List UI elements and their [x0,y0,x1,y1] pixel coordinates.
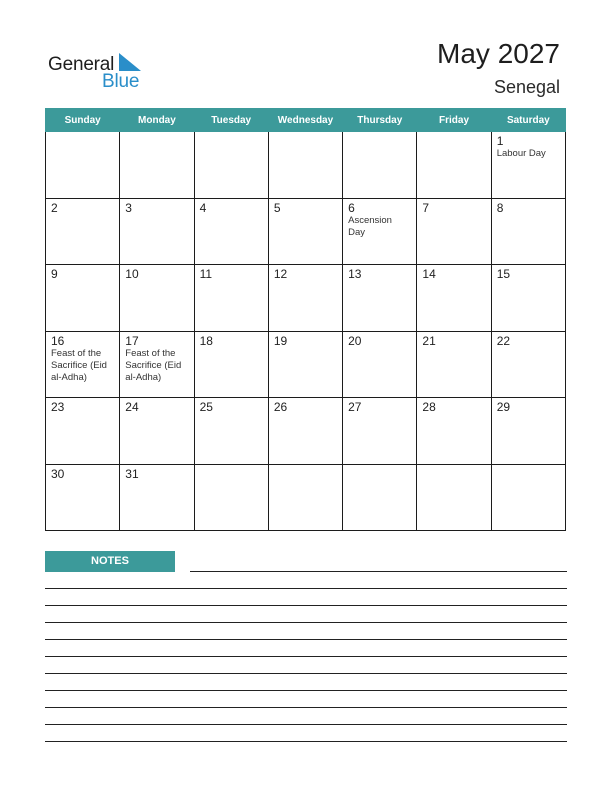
calendar-week-row [46,331,566,398]
day-cell [194,331,268,398]
calendar-week-row [46,132,566,199]
day-cell [46,265,120,332]
day-cell [120,198,194,265]
weekday-header: Friday [417,109,491,132]
day-number: 31 [125,466,139,481]
brand-name-blue: Blue [102,71,140,92]
day-cell [268,398,342,465]
day-cell [417,464,491,531]
day-number: 11 [199,267,213,281]
calendar-week-row [46,198,566,265]
day-cell [491,331,565,398]
day-cell [194,464,268,531]
day-cell [268,464,342,531]
day-cell [120,331,194,398]
day-cell [417,198,491,265]
day-cell [343,331,417,398]
day-number: 4 [199,200,207,215]
holiday-label: Labour Day [496,148,546,159]
country-name: Senegal [493,77,560,97]
calendar-week-row [46,398,566,465]
day-number: 10 [125,267,139,281]
notes-line [45,707,567,708]
day-cell [417,398,491,465]
day-number: 22 [496,333,511,348]
day-number: 24 [125,400,139,414]
weekday-header-row [46,109,566,132]
day-cell [46,198,120,265]
notes-label: NOTES [45,551,175,572]
brand-logo [48,52,158,96]
weekday-header: Wednesday [268,109,342,132]
calendar-week-row [46,464,566,531]
day-cell [268,132,342,199]
day-number: 23 [51,400,65,414]
day-number: 28 [422,400,436,414]
calendar-body [46,132,566,531]
day-number: 26 [273,400,288,414]
day-cell [491,265,565,332]
day-cell [491,132,565,199]
page-title: May 2027 [437,38,560,69]
notes-line [45,724,567,725]
day-number: 7 [422,200,430,215]
weekday-header: Tuesday [194,109,268,132]
day-number: 16 [51,333,65,348]
day-cell [120,265,194,332]
day-cell [417,265,491,332]
calendar-week-row [46,265,566,332]
day-cell [46,331,120,398]
notes-line [45,690,567,691]
day-cell [343,132,417,199]
day-number: 25 [199,400,213,414]
notes-line [45,622,567,623]
day-number: 3 [125,200,132,215]
day-number: 13 [348,267,362,281]
day-cell [268,331,342,398]
holiday-label: Feast of the Sacrifice (Eid al-Adha) [51,347,107,383]
notes-line [45,656,567,657]
day-number: 6 [348,200,355,215]
day-cell [268,265,342,332]
day-cell [343,398,417,465]
calendar-grid [45,108,566,531]
weekday-header: Sunday [46,109,120,132]
day-number: 19 [273,333,288,348]
day-number: 18 [199,333,213,348]
day-number: 1 [496,134,504,148]
day-number: 9 [51,267,58,281]
holiday-label: Feast of the Sacrifice (Eid al-Adha) [125,347,182,383]
day-cell [46,398,120,465]
notes-line [45,741,567,742]
holiday-label: Ascension Day [348,214,392,238]
day-cell [46,464,120,531]
day-cell [120,464,194,531]
day-number: 5 [273,200,281,215]
day-cell [343,265,417,332]
day-number: 20 [348,333,362,348]
day-number: 2 [51,200,58,215]
weekday-header: Thursday [343,109,417,132]
day-number: 8 [496,200,504,215]
day-cell [343,198,417,265]
day-number: 29 [496,400,511,414]
day-number: 21 [422,333,436,348]
day-number: 14 [422,267,436,281]
day-cell [417,331,491,398]
day-number: 17 [125,333,139,348]
notes-line [45,639,567,640]
day-cell [268,198,342,265]
day-cell [491,198,565,265]
day-number: 30 [51,466,65,481]
day-cell [194,132,268,199]
weekday-header: Monday [120,109,194,132]
day-cell [491,398,565,465]
day-cell [194,398,268,465]
day-number: 15 [496,267,511,281]
day-cell [491,464,565,531]
day-number: 27 [348,400,362,414]
day-cell [417,132,491,199]
day-cell [343,464,417,531]
notes-line [45,673,567,674]
notes-line [45,605,567,606]
weekday-header: Saturday [491,109,565,132]
notes-line [45,588,567,589]
day-cell [194,265,268,332]
notes-line [190,571,567,572]
brand-name-general: General [48,54,115,75]
day-number: 12 [273,267,288,281]
day-cell [46,132,120,199]
logo-triangle-icon [119,53,141,71]
day-cell [120,132,194,199]
day-cell [120,398,194,465]
day-cell [194,198,268,265]
